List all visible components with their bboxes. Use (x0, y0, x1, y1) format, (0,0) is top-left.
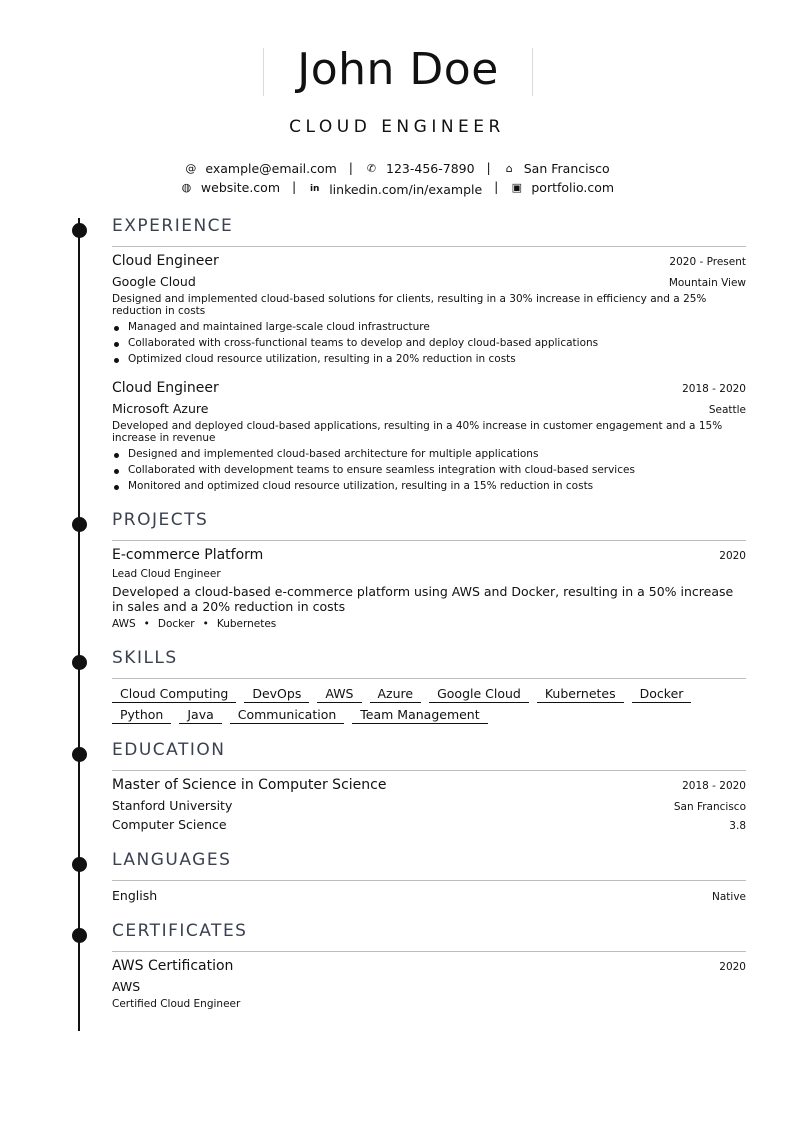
skill-tag: Python (112, 707, 171, 724)
skill-tag: Cloud Computing (112, 686, 236, 703)
skill-tag: Kubernetes (537, 686, 624, 703)
contact-line-2 (0, 178, 794, 199)
project-header (112, 547, 746, 563)
phone-icon: ✆ (366, 162, 377, 175)
experience-location: Seattle (708, 404, 746, 416)
experience-company: Microsoft Azure (112, 401, 209, 416)
email-text[interactable]: example@email.com (205, 160, 337, 176)
timeline-dot (72, 223, 87, 238)
skill-tag: Java (179, 707, 221, 724)
section-title-projects: PROJECTS (112, 510, 209, 530)
education-location: San Francisco (673, 801, 746, 813)
certificate-issuer: AWS (112, 979, 141, 994)
section-divider (112, 540, 746, 541)
project-description: Developed a cloud-based e-commerce platform using AWS and Docker, resulting in a 50% increase in sales and a 20% reduction in costs (112, 584, 734, 614)
section-title-experience: EXPERIENCE (112, 216, 234, 236)
language-name: English (112, 888, 158, 903)
contact-line-1 (0, 159, 794, 178)
experience-1-highlights (112, 319, 746, 367)
experience-summary: Developed and deployed cloud-based applications, resulting in a 40% increase in customer engagement and a 15% increase in revenue (112, 420, 723, 444)
globe-icon: ◍ (181, 181, 192, 194)
keyword: Docker (157, 618, 195, 630)
portfolio-icon: ▣ (511, 181, 523, 194)
timeline-dot (72, 655, 87, 670)
section-title-skills: SKILLS (112, 648, 178, 668)
at-icon: @ (185, 162, 197, 175)
skill-tag: Google Cloud (429, 686, 529, 703)
section-title-education: EDUCATION (112, 740, 226, 760)
experience-1-company-row (112, 274, 746, 289)
keyword: AWS (112, 618, 136, 630)
language-row (112, 888, 746, 903)
phone-text[interactable]: 123-456-7890 (386, 160, 475, 176)
timeline-dot (72, 747, 87, 762)
skill-tag: Docker (632, 686, 692, 703)
experience-company: Google Cloud (112, 274, 196, 289)
experience-location: Mountain View (668, 277, 746, 289)
skill-tag: DevOps (244, 686, 309, 703)
skill-tag: Azure (370, 686, 422, 703)
experience-2-highlights (112, 446, 746, 494)
project-keywords (112, 618, 276, 630)
experience-dates: 2018 - 2020 (682, 383, 746, 395)
separator: | (292, 179, 297, 194)
keyword: Kubernetes (216, 618, 277, 630)
keyword-separator: • (202, 618, 209, 630)
linkedin-icon: in (309, 184, 320, 194)
language-level: Native (712, 891, 746, 903)
education-field: Computer Science (112, 817, 227, 832)
section-title-languages: LANGUAGES (112, 850, 232, 870)
section-divider (112, 246, 746, 247)
education-degree: Master of Science in Computer Science (112, 777, 387, 793)
keyword-separator: • (143, 618, 150, 630)
contact-location (503, 160, 610, 178)
experience-summary: Designed and implemented cloud-based solutions for clients, resulting in a 30% increase in efficiency and a 25% reduction in costs (112, 293, 707, 317)
linkedin-link[interactable]: linkedin.com/in/example (329, 181, 483, 197)
candidate-name: John Doe (297, 44, 499, 95)
experience-2-company-row (112, 401, 746, 416)
experience-position: Cloud Engineer (112, 380, 219, 396)
list-item: Designed and implemented cloud-based architecture for multiple applications (112, 446, 746, 462)
experience-position: Cloud Engineer (112, 253, 219, 269)
job-title: CLOUD ENGINEER (289, 117, 505, 137)
education-gpa: 3.8 (729, 820, 746, 832)
experience-2-header (112, 380, 746, 396)
timeline-line (78, 218, 80, 1031)
contact-website[interactable] (180, 179, 280, 197)
section-divider (112, 770, 746, 771)
skill-tag: AWS (317, 686, 361, 703)
experience-dates: 2020 - Present (669, 256, 746, 268)
skill-tag: Team Management (352, 707, 487, 724)
website-link[interactable]: website.com (200, 179, 281, 195)
name-frame (263, 44, 533, 96)
certificate-header (112, 958, 746, 974)
skills-tags (112, 686, 752, 724)
timeline-dot (72, 928, 87, 943)
timeline-dot (72, 857, 87, 872)
contact-linkedin[interactable] (308, 181, 482, 199)
education-header (112, 777, 746, 793)
home-icon: ⌂ (505, 162, 513, 175)
certificate-date: 2020 (719, 961, 746, 973)
contact-phone[interactable] (365, 160, 475, 178)
education-school-row (112, 798, 746, 813)
section-divider (112, 880, 746, 881)
project-date: 2020 (719, 550, 746, 562)
certificate-summary: Certified Cloud Engineer (112, 998, 241, 1010)
section-title-certificates: CERTIFICATES (112, 921, 248, 941)
list-item: Collaborated with development teams to ensure seamless integration with cloud-based services (112, 462, 746, 478)
separator: | (494, 179, 499, 194)
separator: | (486, 160, 491, 175)
list-item: Managed and maintained large-scale cloud infrastructure (112, 319, 746, 335)
list-item: Collaborated with cross-functional teams to develop and deploy cloud-based applications (112, 335, 746, 351)
project-role: Lead Cloud Engineer (112, 568, 221, 580)
list-item: Optimized cloud resource utilization, resulting in a 20% reduction in costs (112, 351, 746, 367)
education-field-row (112, 817, 746, 832)
timeline-dot (72, 517, 87, 532)
experience-1-header (112, 253, 746, 269)
list-item: Monitored and optimized cloud resource utilization, resulting in a 15% reduction in costs (112, 478, 746, 494)
separator: | (348, 160, 354, 175)
education-school: Stanford University (112, 798, 233, 813)
location-text: San Francisco (523, 160, 610, 176)
contact-portfolio[interactable] (510, 179, 614, 197)
skill-tag: Communication (230, 707, 345, 724)
certificate-name: AWS Certification (112, 958, 234, 974)
section-divider (112, 951, 746, 952)
portfolio-link[interactable]: portfolio.com (531, 179, 615, 195)
contact-email[interactable] (184, 160, 336, 178)
project-name: E-commerce Platform (112, 547, 264, 563)
section-divider (112, 678, 746, 679)
education-dates: 2018 - 2020 (682, 780, 746, 792)
